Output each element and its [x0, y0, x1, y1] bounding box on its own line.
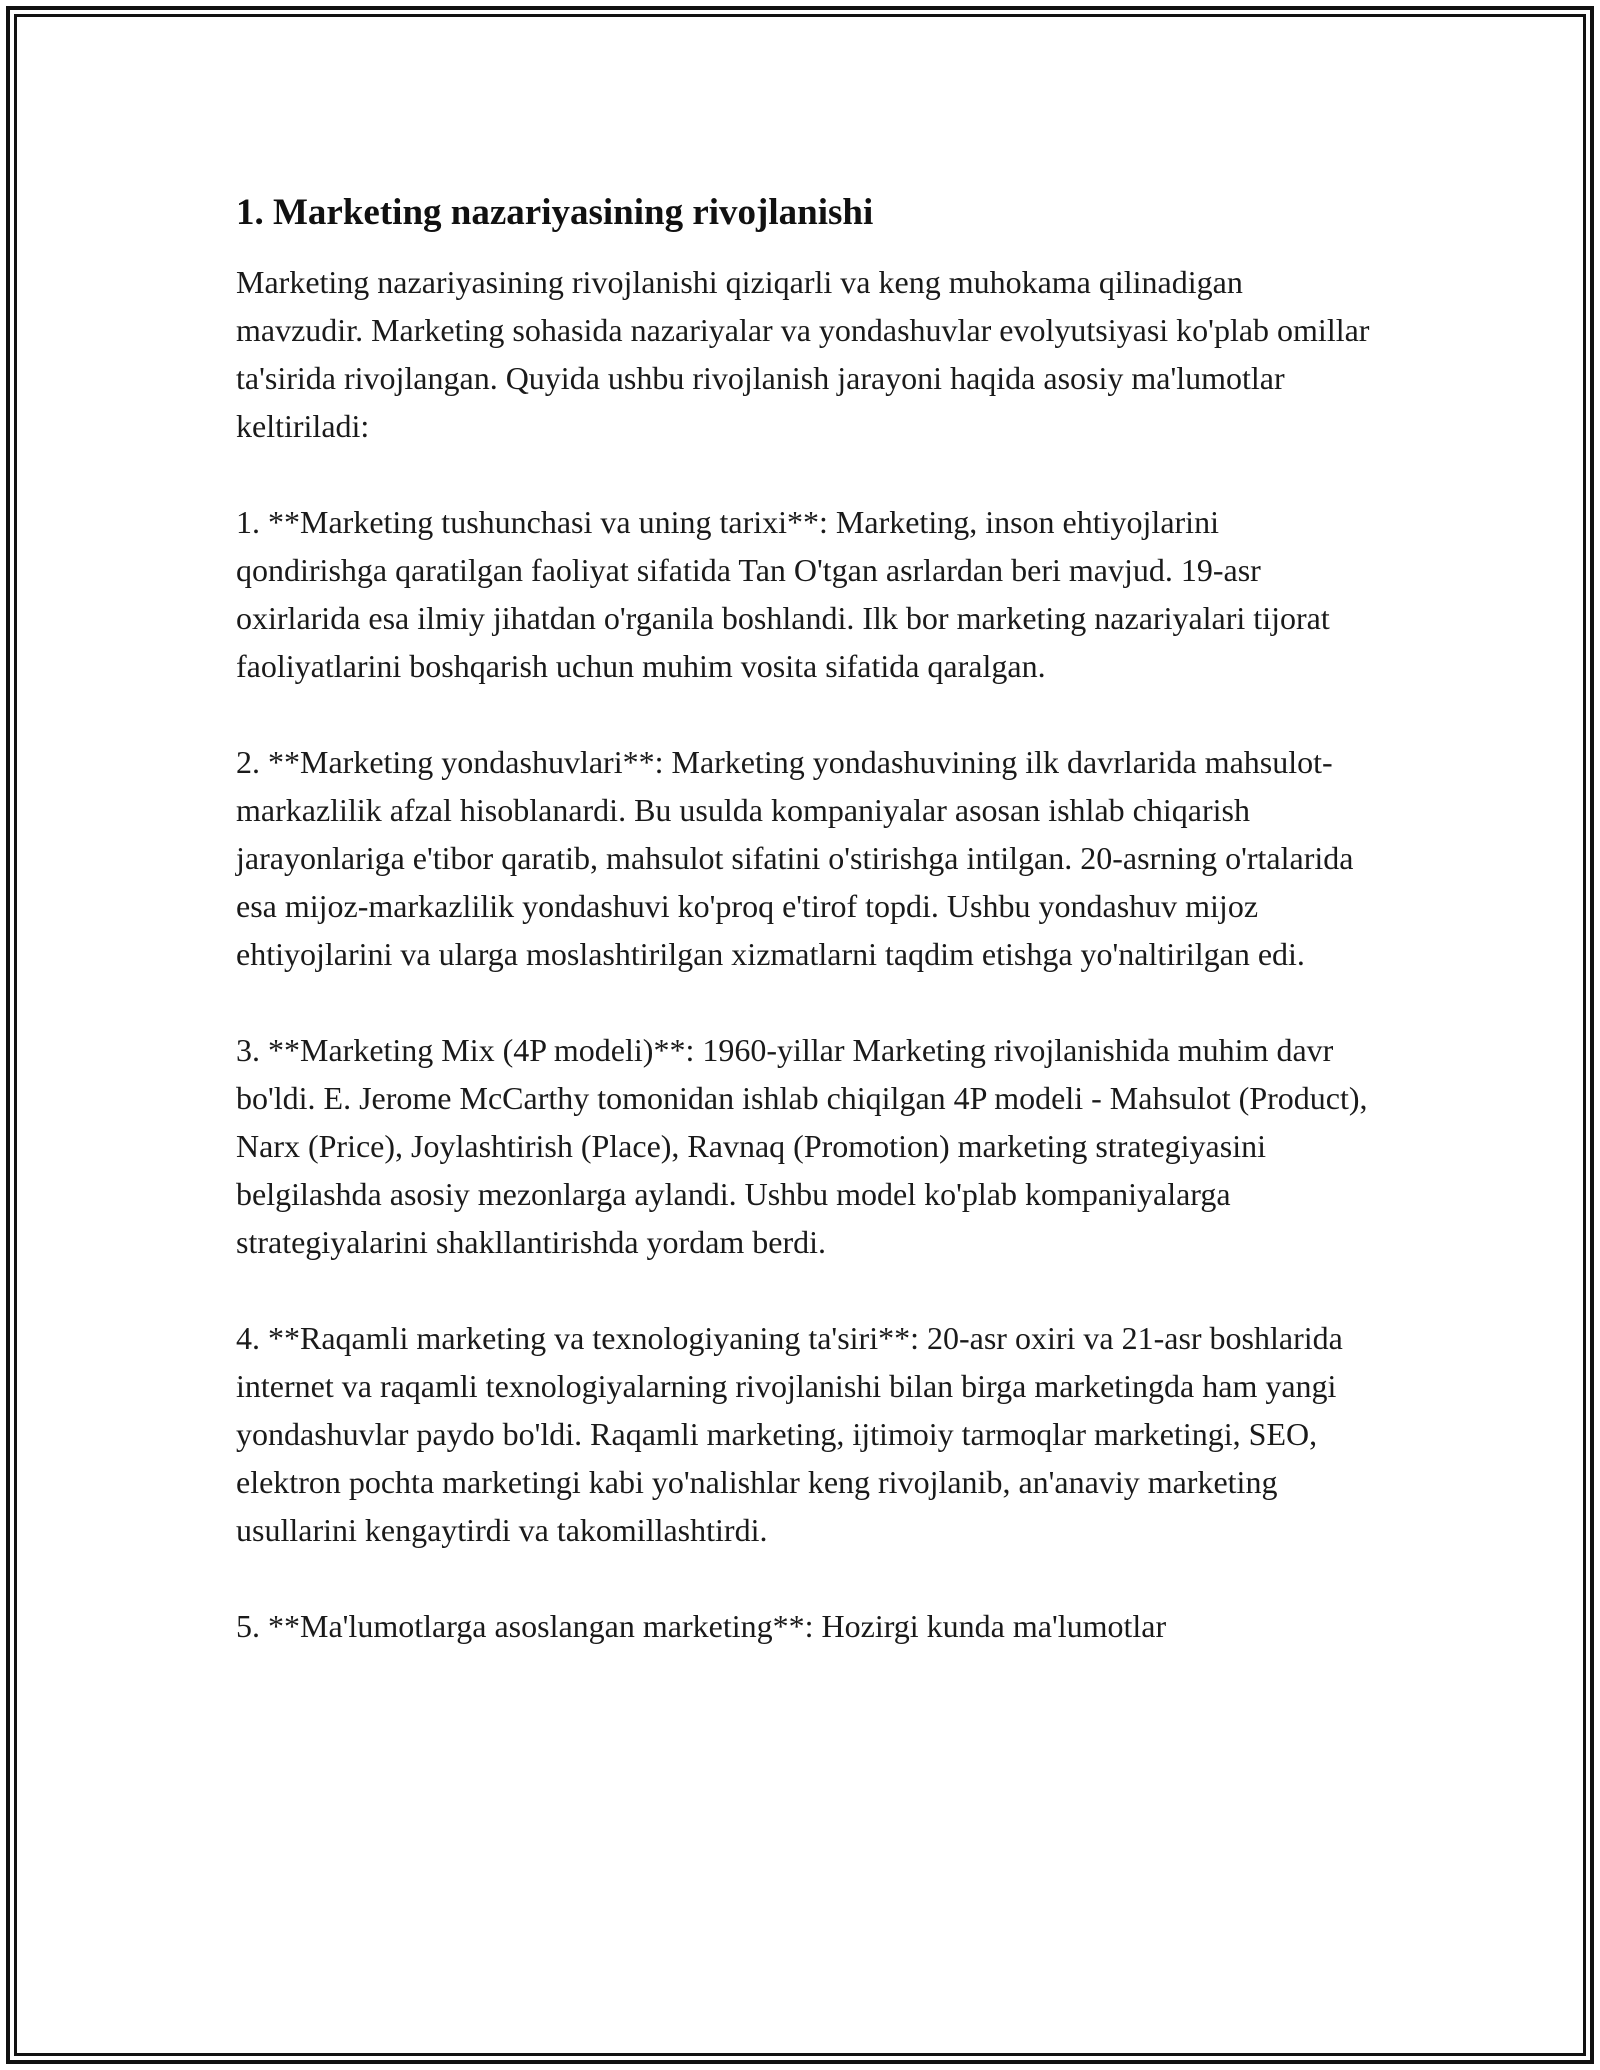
paragraph-point-3: 3. **Marketing Mix (4P modeli)**: 1960-yillar Marketing rivojlanishida muhim davr bo'ldi. E. Jerome McCarthy tomonidan ishlab chiqilgan 4P modeli - Mahsulot (Product), Narx (Price), Joylashtirish (Place), Ravnaq (Promotion) marketing strategiyasini belgilashda asosiy mezonlarga aylandi. Ushbu model ko'plab kompaniyalarga strategiyalarini shakllantirishda yordam berdi.: [236, 1032, 1368, 1260]
document-body: [236, 188, 1376, 1650]
intro-paragraph: Marketing nazariyasining rivojlanishi qiziqarli va keng muhokama qilinadigan mavzudir. Marketing sohasida nazariyalar va yondashuvlar evolyutsiyasi ko'plab omillar ta'sirida rivojlangan. Quyida ushbu rivojlanish jarayoni haqida asosiy ma'lumotlar keltiriladi:: [236, 264, 1370, 444]
paragraph-point-2: 2. **Marketing yondashuvlari**: Marketing yondashuvining ilk davrlarida mahsulot-markazlilik afzal hisoblanardi. Bu usulda kompaniyalar asosan ishlab chiqarish jarayonlariga e'tibor qaratib, mahsulot sifatini o'stirishga intilgan. 20-asrning o'rtalarida esa mijoz-markazlilik yondashuvi ko'proq e'tirof topdi. Ushbu yondashuv mijoz ehtiyojlarini va ularga moslashtirilgan xizmatlarni taqdim etishga yo'naltirilgan edi.: [236, 744, 1354, 972]
paragraph-point-5: 5. **Ma'lumotlarga asoslangan marketing**: Hozirgi kunda ma'lumotlar: [236, 1608, 1167, 1644]
paragraph-point-1: 1. **Marketing tushunchasi va uning tarixi**: Marketing, inson ehtiyojlarini qondirishga qaratilgan faoliyat sifatida Tan O'tgan asrlardan beri mavjud. 19-asr oxirlarida esa ilmiy jihatdan o'rganila boshlandi. Ilk bor marketing nazariyalari tijorat faoliyatlarini boshqarish uchun muhim vosita sifatida qaralgan.: [236, 504, 1330, 684]
paragraph-point-4: 4. **Raqamli marketing va texnologiyaning ta'siri**: 20-asr oxiri va 21-asr boshlarida internet va raqamli texnologiyalarning rivojlanishi bilan birga marketingda ham yangi yondashuvlar paydo bo'ldi. Raqamli marketing, ijtimoiy tarmoqlar marketingi, SEO, elektron pochta marketingi kabi yo'nalishlar keng rivojlanib, an'anaviy marketing usullarini kengaytirdi va takomillashtirdi.: [236, 1320, 1343, 1548]
section-heading: 1. Marketing nazariyasining rivojlanishi: [236, 192, 874, 233]
